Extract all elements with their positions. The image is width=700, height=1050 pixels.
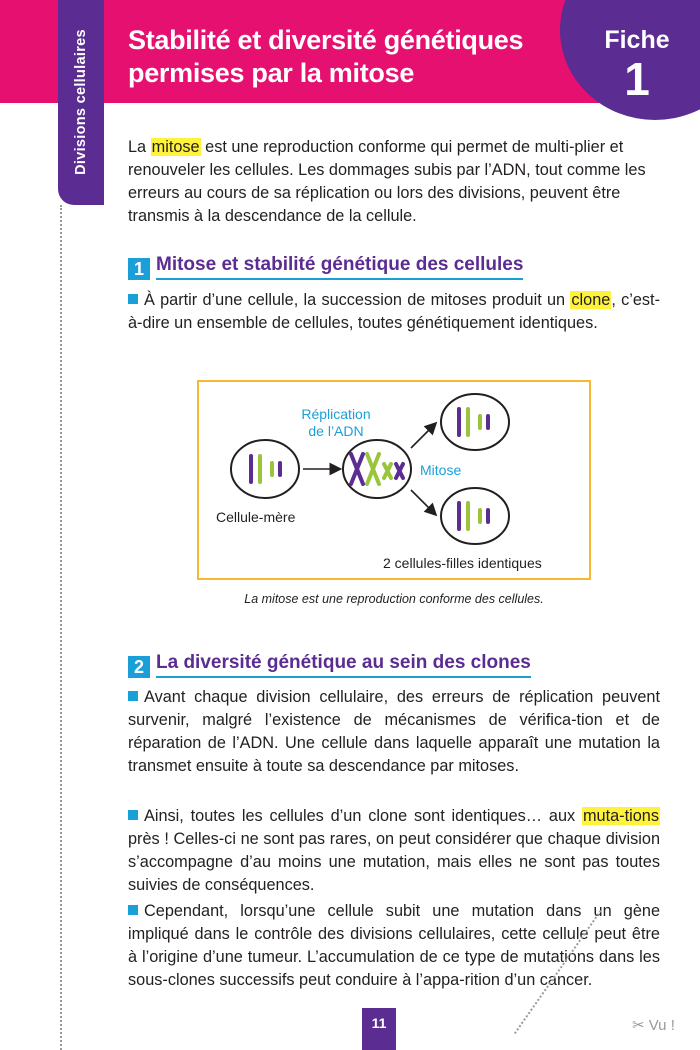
section-heading-2 — [128, 648, 531, 678]
vu-checkbox-label[interactable]: ✂ Vu ! — [632, 1017, 675, 1034]
intro-text-start: La — [128, 138, 151, 156]
section2-p1-text: Avant chaque division cellulaire, des erreurs de réplication peuvent survenir, malgré l’existence de mécanismes de vérifica-tion et de réparation de l’ADN. Une cellule dans laquelle apparaît une mutation la transmet ensuite à toute sa descendance par mitoses. — [128, 688, 660, 775]
mitosis-diagram — [197, 380, 591, 580]
intro-paragraph — [128, 136, 660, 228]
section2-paragraph-1 — [128, 686, 660, 778]
bullet-square-icon — [128, 810, 138, 820]
section2-paragraph-2 — [128, 805, 660, 897]
label-mother-cell: Cellule-mère — [216, 509, 296, 525]
mother-cell — [231, 440, 299, 498]
section-number-1: 1 — [128, 258, 150, 280]
section-title-1: Mitose et stabilité génétique des cellules — [156, 253, 523, 280]
keyword-mutations: muta-tions — [582, 807, 659, 825]
chromosome — [249, 454, 253, 484]
page-number: 11 — [362, 1008, 396, 1050]
bullet-square-icon — [128, 691, 138, 701]
section2-p2-text-start: Ainsi, toutes les cellules d’un clone sont identiques… aux — [144, 807, 582, 825]
section-title-2: La diversité génétique au sein des clones — [156, 651, 531, 678]
label-replication — [281, 406, 391, 440]
section-number-2: 2 — [128, 656, 150, 678]
fiche-label: Fiche — [604, 26, 670, 54]
figure-caption: La mitose est une reproduction conforme des cellules. — [244, 592, 544, 606]
section2-p3-text: Cependant, lorsqu’une cellule subit une mutation dans un gène impliqué dans le contrôle des divisions cellulaires, cette cellule peut être à l’origine d’une tumeur. L’accumulation de ce type de mutations dans les sous-clones successifs peut conduire à l’appa-rition d’un cancer. — [128, 902, 660, 989]
section1-text-end: , c’est-à-dire un ensemble de cellules, toutes génétiquement identiques. — [128, 291, 660, 332]
chromosome — [270, 461, 274, 477]
bullet-square-icon — [128, 294, 138, 304]
daughter-cell — [441, 488, 509, 544]
intro-text-end: est une reproduction conforme qui permet de multi-plier et renouveler les cellules. Les dommages subis par l’ADN, tout comme les erreurs au cours de sa réplication ou lors des divisions, peuvent être transmis à la descendance de la cellule. — [128, 138, 646, 225]
arrow — [411, 424, 435, 448]
label-replication-line1: Réplication — [301, 406, 371, 422]
page-title — [128, 24, 568, 90]
bullet-square-icon — [128, 905, 138, 915]
keyword-mitose: mitose — [151, 138, 200, 156]
fiche-number: 1 — [624, 53, 650, 105]
chromosome — [258, 454, 262, 484]
side-tab-label: Divisions cellulaires — [73, 29, 89, 175]
side-dotted-line — [60, 205, 62, 1050]
section-heading-1 — [128, 250, 523, 280]
section1-paragraph — [128, 289, 660, 335]
keyword-clone: clone — [571, 291, 611, 309]
section2-p2-text-end: près ! Celles-ci ne sont pas rares, on peut considérer que chaque division s’accompagne d’au moins une mutation, mais elles ne sont pas toutes suivies de conséquences. — [128, 830, 660, 894]
label-daughter-cells: 2 cellules-filles identiques — [383, 555, 542, 571]
arrow — [411, 490, 435, 514]
page-title-line2: permises par la mitose — [128, 58, 415, 88]
chromosome — [278, 461, 282, 477]
label-replication-line2: de l’ADN — [308, 423, 364, 439]
section2-paragraph-3 — [128, 900, 660, 992]
page-title-line1: Stabilité et diversité génétiques — [128, 25, 524, 55]
label-mitose: Mitose — [420, 462, 462, 478]
daughter-cell — [441, 394, 509, 450]
section1-text-start: À partir d’une cellule, la succession de mitoses produit un — [144, 291, 571, 309]
mitosis-diagram-svg — [199, 382, 589, 578]
